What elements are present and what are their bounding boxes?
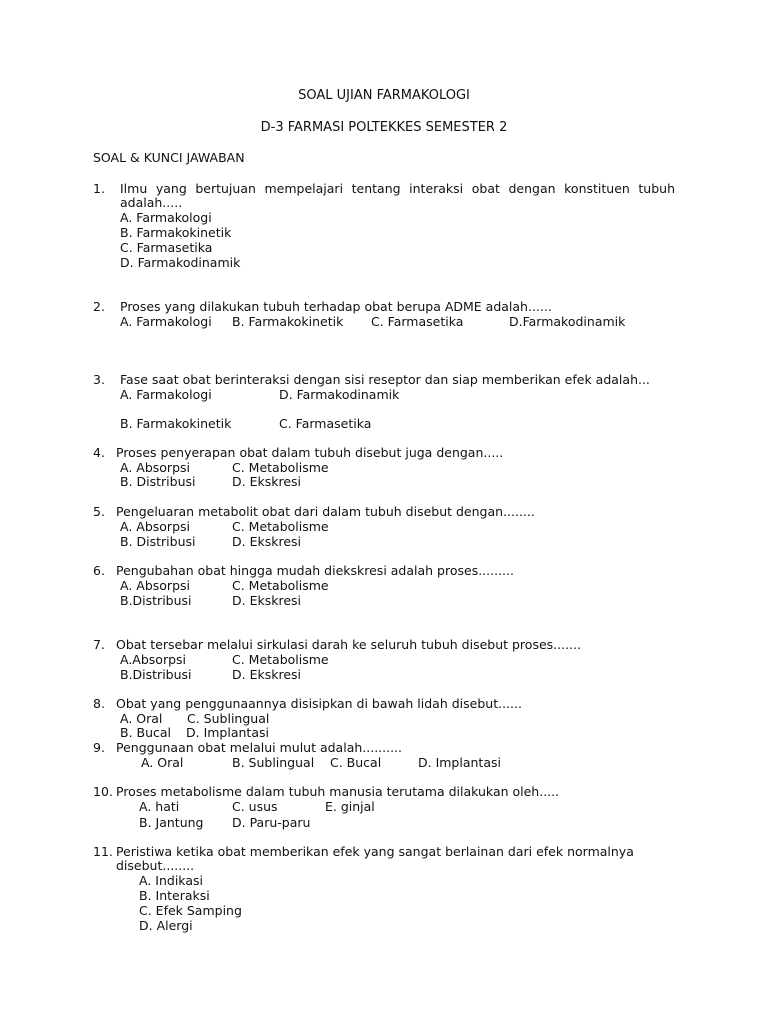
question-text: Proses penyerapan obat dalam tubuh disebut juga dengan.....: [116, 445, 504, 460]
question-text: Obat tersebar melalui sirkulasi darah ke seluruh tubuh disebut proses.......: [116, 637, 581, 652]
option-c: C. Farmasetika: [371, 314, 464, 329]
option-a: A. Absorpsi: [120, 578, 190, 593]
option-d: D. Ekskresi: [232, 593, 302, 608]
question-text-cont: adalah.....: [120, 195, 183, 210]
section-heading: SOAL & KUNCI JAWABAN: [93, 150, 245, 165]
option-c: C. Sublingual: [187, 711, 270, 726]
question-number: 1.: [93, 181, 105, 196]
document-subtitle: D-3 FARMASI POLTEKKES SEMESTER 2: [260, 120, 508, 135]
question-number: 5.: [93, 504, 105, 519]
question-number: 11.: [93, 844, 113, 859]
question-text: Penggunaan obat melalui mulut adalah..........: [116, 740, 403, 755]
option-b: B. Bucal: [120, 725, 172, 740]
question-number: 10.: [93, 784, 113, 799]
question-number: 2.: [93, 299, 105, 314]
option-c: C. usus: [232, 799, 278, 814]
option-a: A. hati: [139, 799, 180, 814]
option-d: D.Farmakodinamik: [509, 314, 626, 329]
document-title: SOAL UJIAN FARMAKOLOGI: [298, 88, 470, 103]
option-c: C. Metabolisme: [232, 519, 329, 534]
option-b: B. Distribusi: [120, 534, 196, 549]
question-text: Obat yang penggunaannya disisipkan di bawah lidah disebut......: [116, 696, 522, 711]
option-a: A. Farmakologi: [120, 210, 212, 225]
option-a: A. Oral: [120, 711, 163, 726]
option-d: D. Ekskresi: [232, 534, 302, 549]
option-d: D. Ekskresi: [232, 474, 302, 489]
question-text: Proses yang dilakukan tubuh terhadap obat berupa ADME adalah......: [120, 299, 552, 314]
option-d: D. Implantasi: [186, 725, 269, 740]
option-a: A. Farmakologi: [120, 387, 212, 402]
option-b: B. Farmakokinetik: [120, 416, 232, 431]
option-c: C. Bucal: [330, 755, 382, 770]
option-c: C. Metabolisme: [232, 460, 329, 475]
question-number: 4.: [93, 445, 105, 460]
question-text: Proses metabolisme dalam tubuh manusia terutama dilakukan oleh.....: [116, 784, 560, 799]
question-number: 8.: [93, 696, 105, 711]
question-text: Pengeluaran metabolit obat dari dalam tubuh disebut dengan........: [116, 504, 535, 519]
option-c: C. Efek Samping: [139, 903, 242, 918]
option-c: C. Metabolisme: [232, 578, 329, 593]
option-c: C. Farmasetika: [279, 416, 372, 431]
option-c: C. Farmasetika: [120, 240, 213, 255]
option-d: D. Paru-paru: [232, 815, 311, 830]
option-a: A. Absorpsi: [120, 519, 190, 534]
question-number: 3.: [93, 372, 105, 387]
option-d: D. Alergi: [139, 918, 193, 933]
option-d: D. Implantasi: [418, 755, 501, 770]
option-b: B.Distribusi: [120, 667, 192, 682]
option-d: D. Farmakodinamik: [279, 387, 400, 402]
question-number: 6.: [93, 563, 105, 578]
question-text-cont: disebut........: [116, 858, 195, 873]
question-number: 7.: [93, 637, 105, 652]
option-a: A. Indikasi: [139, 873, 203, 888]
option-a: A. Absorpsi: [120, 460, 190, 475]
option-b: B. Interaksi: [139, 888, 210, 903]
question-text: Fase saat obat berinteraksi dengan sisi reseptor dan siap memberikan efek adalah...: [120, 372, 650, 387]
option-c: C. Metabolisme: [232, 652, 329, 667]
option-b: B. Jantung: [139, 815, 204, 830]
option-d: D. Ekskresi: [232, 667, 302, 682]
option-b: B. Farmakokinetik: [120, 225, 232, 240]
option-a: A. Oral: [141, 755, 184, 770]
option-d: D. Farmakodinamik: [120, 255, 241, 270]
option-b: B. Farmakokinetik: [232, 314, 344, 329]
question-text: Peristiwa ketika obat memberikan efek yang sangat berlainan dari efek normalnya: [116, 844, 634, 859]
option-b: B.Distribusi: [120, 593, 192, 608]
question-text: Pengubahan obat hingga mudah diekskresi adalah proses.........: [116, 563, 514, 578]
question-number: 9.: [93, 740, 105, 755]
question-text: Ilmu yang bertujuan mempelajari tentang interaksi obat dengan konstituen tubuh: [120, 181, 675, 196]
option-a: A.Absorpsi: [120, 652, 187, 667]
option-e: E. ginjal: [325, 799, 375, 814]
option-b: B. Sublingual: [232, 755, 315, 770]
option-b: B. Distribusi: [120, 474, 196, 489]
option-a: A. Farmakologi: [120, 314, 212, 329]
